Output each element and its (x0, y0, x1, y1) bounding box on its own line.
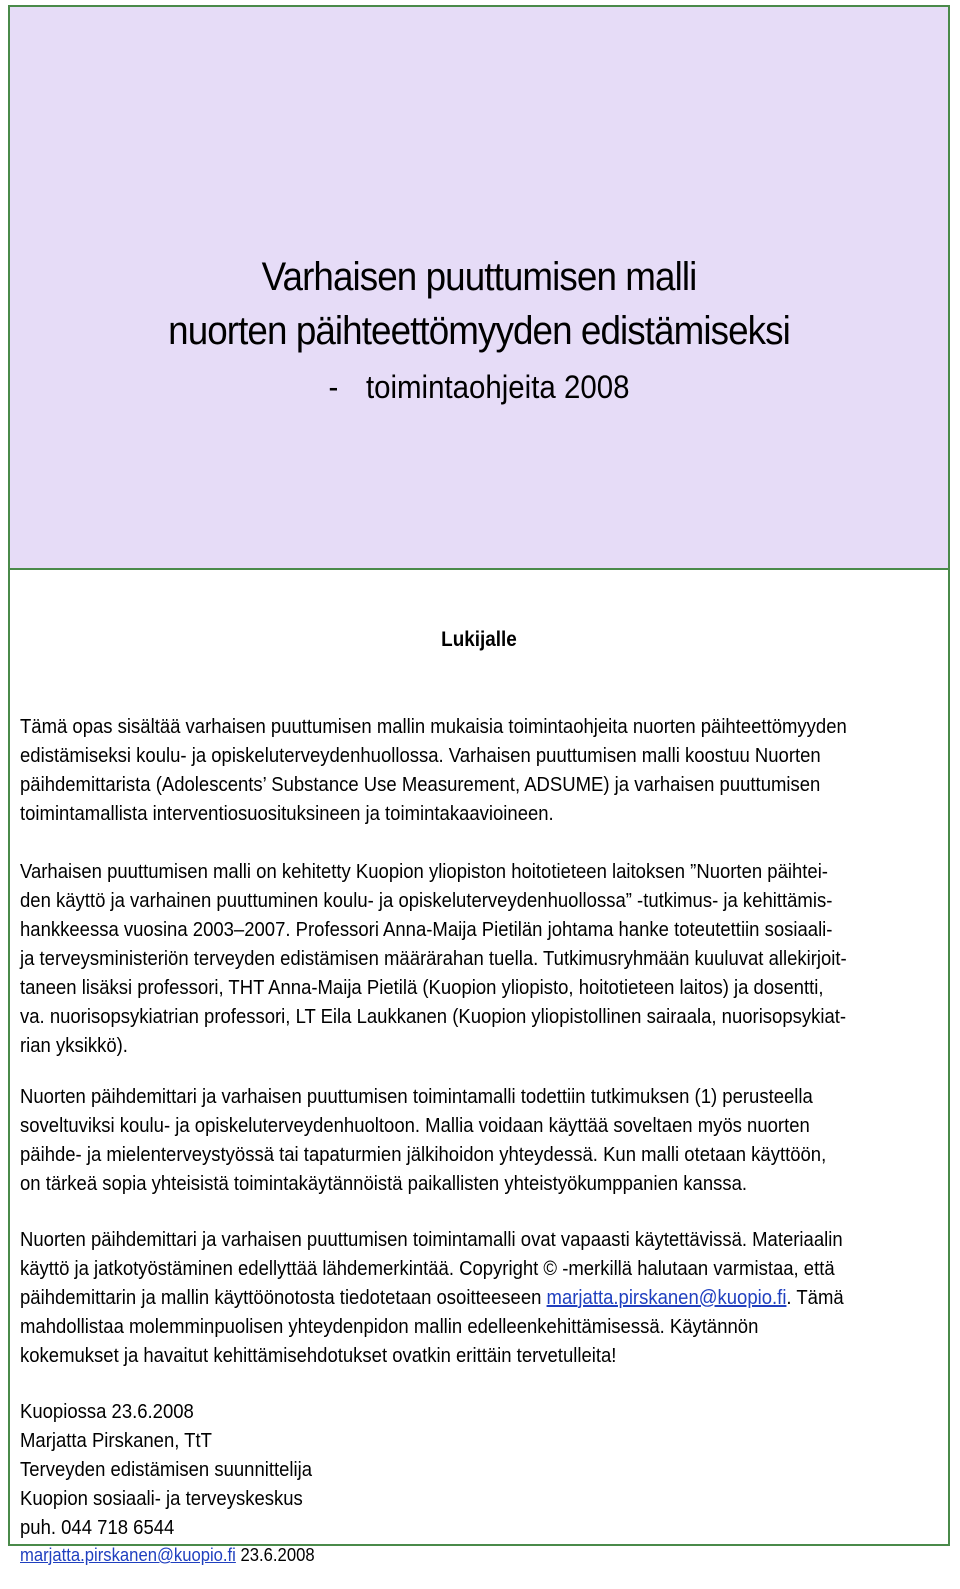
text-line: Nuorten päihdemittari ja varhaisen puuttumisen toimintamalli todettiin tutkimuksen (1) perusteella (20, 1086, 813, 1108)
text-line: on tärkeä sopia yhteisistä toimintakäytännöistä paikallisten yhteistyökumppanien kanssa. (20, 1173, 748, 1195)
text-line: ja terveysministeriön terveyden edistämisen määrärahan tuella. Tutkimusryhmään kuuluvat allekirjoit- (20, 948, 847, 970)
document-title-line-1: Varhaisen puuttumisen malli (261, 255, 697, 299)
signature-block (20, 1398, 908, 1543)
document-subtitle (48, 369, 911, 406)
text-line: hankkeessa vuosina 2003–2007. Professori Anna-Maija Pietilän johtama hanke toteutettiin sosiaali- (20, 919, 833, 941)
text-line: Nuorten päihdemittari ja varhaisen puuttumisen toimintamalli ovat vapaasti käytettävissä. Materiaalin (20, 1229, 843, 1251)
text-line: taneen lisäksi professori, THT Anna-Maija Pietilä (Kuopion yliopisto, hoitotieteen laitos) ja dosentti, (20, 977, 824, 999)
page-footer (20, 1545, 315, 1566)
text-line: Varhaisen puuttumisen malli on kehitetty Kuopion yliopiston hoitotieteen laitoksen ”Nuorten päihtei- (20, 861, 828, 883)
signature-role: Terveyden edistämisen suunnittelija (20, 1459, 313, 1481)
text-segment: päihdemittarin ja mallin käyttöönotosta tiedotetaan osoitteeseen (20, 1287, 547, 1309)
document-title-line-2: nuorten päihteettömyyden edistämiseksi (168, 309, 790, 353)
subtitle-text: toimintaohjeita 2008 (365, 369, 630, 405)
paragraph-intro (20, 713, 908, 829)
footer-date: 23.6.2008 (240, 1545, 315, 1565)
text-line: edistämiseksi koulu- ja opiskeluterveydenhuollossa. Varhaisen puuttumisen malli koostuu Nuorten (20, 745, 821, 767)
text-line: mahdollistaa molemminpuolisen yhteydenpidon mallin edelleenkehittämisessä. Käytännön (20, 1316, 759, 1338)
signature-phone: puh. 044 718 6544 (20, 1517, 175, 1539)
signature-name: Marjatta Pirskanen, TtT (20, 1430, 212, 1452)
subtitle-dash: - (328, 369, 339, 405)
text-segment: . Tämä (786, 1287, 844, 1309)
contact-email-link[interactable]: marjatta.pirskanen@kuopio.fi (546, 1287, 787, 1309)
text-line (20, 1284, 908, 1313)
title-box (8, 5, 950, 570)
text-line: rian yksikkö). (20, 1035, 128, 1057)
signature-place-date: Kuopiossa 23.6.2008 (20, 1401, 194, 1423)
text-line: päihdemittarista (Adolescents’ Substance Use Measurement, ADSUME) ja varhaisen puuttumisen (20, 774, 821, 796)
text-line: soveltuviksi koulu- ja opiskeluterveydenhuoltoon. Mallia voidaan käyttää soveltaen myös nuorten (20, 1115, 810, 1137)
text-line: käyttö ja jatkotyöstäminen edellyttää lähdemerkintää. Copyright © -merkillä halutaan varmistaa, että (20, 1258, 835, 1280)
footer-email-link[interactable]: marjatta.pirskanen@kuopio.fi (20, 1545, 236, 1565)
text-line: Tämä opas sisältää varhaisen puuttumisen mallin mukaisia toimintaohjeita nuorten päihteettömyyden (20, 716, 847, 738)
paragraph-usage (20, 1083, 908, 1199)
paragraph-background (20, 858, 908, 1061)
section-heading: Lukijalle (441, 628, 517, 651)
text-line: den käyttö ja varhainen puuttuminen koulu- ja opiskeluterveydenhuollossa” -tutkimus- ja kehittämis- (20, 890, 833, 912)
signature-organization: Kuopion sosiaali- ja terveyskeskus (20, 1488, 303, 1510)
text-line: va. nuorisopsykiatrian professori, LT Eila Laukkanen (Kuopion yliopistollinen sairaala, nuorisopsykiat- (20, 1006, 847, 1028)
text-line: toimintamallista interventiosuosituksineen ja toimintakaavioineen. (20, 803, 554, 825)
text-line: kokemukset ja havaitut kehittämisehdotukset ovatkin erittäin tervetulleita! (20, 1345, 617, 1367)
text-line: päihde- ja mielenterveystyössä tai tapaturmien jälkihoidon yhteydessä. Kun malli otetaan käyttöön, (20, 1144, 827, 1166)
paragraph-copyright (20, 1226, 908, 1371)
